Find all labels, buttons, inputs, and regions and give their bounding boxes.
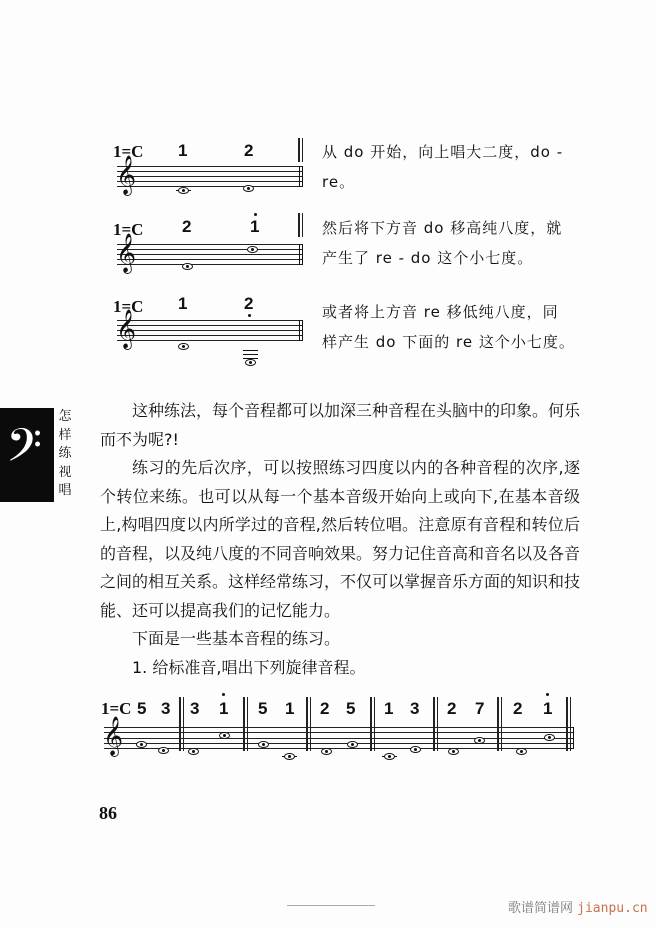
whole-note	[245, 359, 256, 366]
whole-note	[474, 737, 485, 744]
music-staff	[117, 320, 303, 341]
music-staff	[104, 727, 574, 749]
treble-clef-icon: 𝄞	[116, 155, 137, 195]
jianpu-note: 3	[190, 699, 200, 718]
high-octave-dot	[254, 213, 257, 216]
exercise-heading: 1. 给标准音,唱出下列旋律音程。	[132, 657, 366, 677]
whole-note	[219, 732, 230, 739]
low-octave-dot	[248, 314, 251, 317]
double-barline	[433, 697, 438, 751]
jianpu-note: 1	[384, 699, 394, 718]
whole-note	[321, 748, 332, 755]
title-char: 怎	[58, 409, 72, 424]
text-line: 然后将下方音 do 移高纯八度，就	[322, 219, 563, 237]
jianpu-note: 2	[182, 217, 192, 236]
chapter-side-tab	[0, 408, 54, 502]
whole-note	[182, 263, 193, 270]
whole-note	[188, 748, 199, 755]
treble-clef-icon: 𝄞	[116, 309, 137, 349]
whole-note	[243, 185, 254, 192]
whole-note	[410, 746, 421, 753]
text-line: 或者将上方音 re 移低纯八度，同	[322, 303, 559, 321]
title-char: 样	[58, 427, 72, 443]
key-signature: 1=C	[113, 142, 144, 161]
jianpu-note: 1	[178, 294, 188, 313]
explanation-text	[322, 137, 563, 197]
text-line: 产生了 re - do 这个小七度。	[322, 249, 534, 267]
jianpu-note: 2	[244, 294, 254, 313]
jianpu-note: 1	[178, 141, 188, 160]
whole-note	[284, 753, 295, 760]
jianpu-note: 2	[447, 699, 457, 718]
title-char: 练	[58, 446, 72, 461]
whole-note	[544, 734, 555, 741]
double-barline	[298, 138, 303, 162]
ledger-line	[243, 350, 258, 351]
watermark-cn: 歌谱简谱网	[508, 901, 574, 916]
jianpu-note: 7	[475, 699, 485, 718]
paragraph: 练习的先后次序，可以按照练习四度以内的各种音程的次序,逐个转位来练。也可以从每一个基本音级开始向上或向下,在基本音级上,构唱四度以内所学过的音程,然后转位唱。注意原有音程和转位后的音程，以及纯八度的不同音响效果。努力记住音高和音名以及各音之间的相互关系。这样经常练习，不仅可以掌握音乐方面的知识和技能、还可以提高我们的记忆能力。	[100, 458, 581, 620]
watermark	[508, 897, 648, 916]
whole-note	[516, 748, 527, 755]
key-signature: 1=C	[101, 699, 132, 718]
whole-note	[347, 741, 358, 748]
body-text	[100, 397, 580, 682]
whole-note	[178, 343, 189, 350]
high-octave-dot	[222, 693, 225, 696]
paragraph: 下面是一些基本音程的练习。	[132, 629, 341, 648]
jianpu-note: 2	[320, 699, 330, 718]
double-barline	[243, 697, 248, 751]
double-barline	[306, 697, 311, 751]
chapter-title-vertical	[57, 408, 73, 501]
ledger-line	[243, 354, 258, 355]
whole-note	[158, 747, 169, 754]
jianpu-note: 1	[250, 217, 260, 236]
title-char: 视	[58, 464, 72, 480]
treble-clef-icon: 𝄞	[103, 716, 124, 756]
double-barline	[370, 697, 375, 751]
page-number: 86	[99, 803, 117, 823]
title-char: 唱	[58, 483, 72, 498]
bass-clef-icon: 𝄢	[6, 419, 43, 484]
jianpu-note: 5	[258, 699, 268, 718]
music-staff	[117, 244, 303, 265]
jianpu-note: 2	[244, 141, 254, 160]
whole-note	[384, 753, 395, 760]
whole-note	[448, 748, 459, 755]
explanation-text	[322, 213, 562, 273]
text-line: re。	[322, 173, 356, 191]
double-barline	[497, 697, 502, 751]
end-barline	[566, 697, 571, 751]
scan-artifact-line	[287, 905, 375, 906]
paragraph: 这种练法，每个音程都可以加深三种音程在头脑中的印象。何乐而不为呢?!	[100, 401, 581, 449]
whole-note	[258, 741, 269, 748]
key-signature: 1=C	[113, 297, 144, 316]
jianpu-note: 2	[513, 699, 523, 718]
jianpu-note: 1	[543, 699, 553, 718]
whole-note	[178, 187, 189, 194]
jianpu-note: 1	[219, 699, 229, 718]
double-barline	[298, 213, 303, 237]
jianpu-note: 5	[346, 699, 356, 718]
music-staff	[117, 166, 303, 187]
treble-clef-icon: 𝄞	[116, 233, 137, 273]
jianpu-note: 3	[410, 699, 420, 718]
key-signature: 1=C	[113, 220, 144, 239]
jianpu-note: 5	[137, 699, 147, 718]
jianpu-note: 3	[161, 699, 171, 718]
watermark-en: jianpu.cn	[577, 901, 648, 916]
high-octave-dot	[546, 693, 549, 696]
whole-note	[136, 741, 147, 748]
text-line: 样产生 do 下面的 re 这个小七度。	[322, 333, 575, 351]
text-line: 从 do 开始，向上唱大二度，do -	[322, 143, 564, 161]
double-barline	[179, 697, 184, 751]
explanation-text	[322, 297, 575, 357]
whole-note	[247, 246, 258, 253]
jianpu-note: 1	[285, 699, 295, 718]
